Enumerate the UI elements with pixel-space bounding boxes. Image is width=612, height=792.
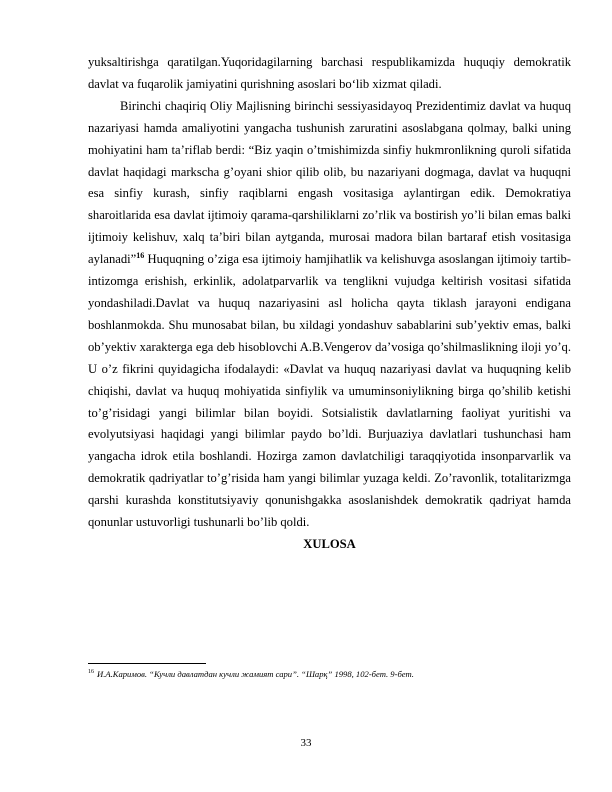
paragraph-main <box>88 96 571 534</box>
footnote-text: И.А.Каримов. “Кучли давлатдан кучли жамият сари”. “Шарқ” 1998, 102-бет. 9-бет. <box>97 669 414 679</box>
paragraph-main-text-after: Huquqning o’ziga esa ijtimoiy hamjihatlik va kelishuvga asoslangan ijtimoiy tartib-intizomga erishish, erkinlik, adolatparvarlik va tenglikni vujudga keltirish vositasi sifatida yondashiladi.Davlat va huquq nazariyasini asl holicha qayta tiklash jarayoni endigana boshlanmokda. Shu munosabat bilan, bu xildagi yondashuv sabablarini sub’yektiv emas, balki ob’yektiv xarakterga ega deb hisoblovchi A.B.Vengerov da’vosiga qo’shilmaslikning iloji yo’q. U o’z fikrini quyidagicha ifodalaydi: «Davlat va huquq nazariyasi davlat va huquqning kelib chiqishi, davlat va huquq mohiyatida sinfiylik va umuminsoniylikning birga qo’shilib ketishi to’g’risidagi yangi bilimlar bilan boyidi. Sotsialistik davlatlarning faoliyat yuritishi va evolyutsiyasi haqidagi yangi bilimlar paydo bo’ldi. Burjuaziya davlatlari tushunchasi ham yangacha idrok etila boshlandi. Hozirga zamon davlatchiligi taraqqiyotida insonparvarlik va demokratik qadriyatlar to’g’risida ham yangi bilimlar yuzaga keldi. Zo’ravonlik, totalitarizmga qarshi kurashda konstitutsiyaviy qonunishgakka asoslanishdek demokratik qadriyat hamda qonunlar ustuvorligi tushunarli bo’lib qoldi. <box>88 252 571 530</box>
footnote-reference[interactable]: 16 <box>136 250 145 260</box>
footnote-divider <box>88 663 206 664</box>
page-body <box>88 52 571 556</box>
footnote <box>88 669 571 680</box>
footnote-number: 16 <box>88 669 94 676</box>
paragraph-main-text-before: Birinchi chaqiriq Oliy Majlisning birinchi sessiyasidayoq Prezidentimiz davlat va huquq nazariyasi hamda amaliyotini yangacha tushunish zaruratini asoslabgana qolmay, balki uning mohiyatini ham ta’riflab berdi: “Biz yaqin o’tmishimizda sinfiy hukmronlikning quroli sifatida davlat haqidagi markscha g’oyani shior qilib olib, bu nazariyani dogmaga, davlat va huquqni esa sinfiy kurash, sinfiy raqiblarni engash vositasiga aylantirgan edik. Demokratiya sharoitlarida esa davlat ijtimoiy qarama-qarshiliklarni zo’rlik va bostirish yo’li bilan emas balki ijtimoiy kelishuv, xalq ta’biri bilan aytganda, murosai madora bilan bartaraf etish vositasiga aylanadi” <box>88 98 571 267</box>
section-heading: XULOSA <box>303 536 356 551</box>
paragraph-continuation: yuksaltirishga qaratilgan.Yuqoridagilarning barchasi respublikamizda huquqiy demokratik davlat va fuqarolik jamiyatini qurishning asoslari bo‘lib xizmat qiladi. <box>88 55 571 91</box>
page-number: 33 <box>300 737 312 749</box>
